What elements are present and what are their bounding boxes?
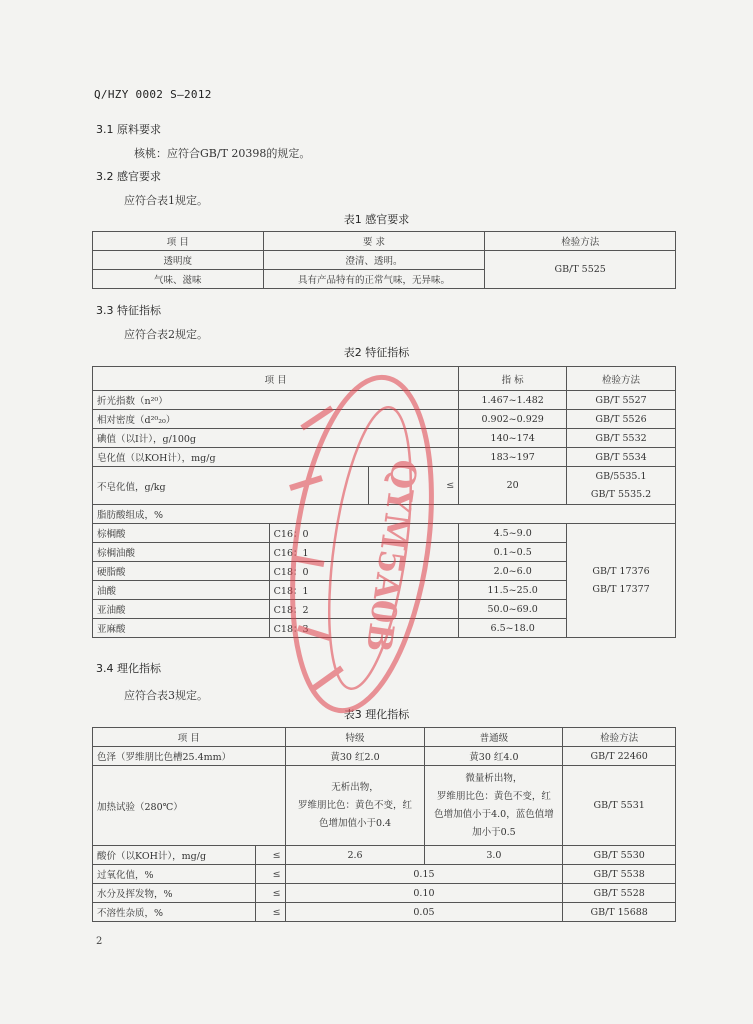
section-3-3-text: 应符合表2规定。 bbox=[124, 328, 208, 341]
table3-value: 0.15 bbox=[285, 865, 563, 884]
fatty-code: C18：3 bbox=[269, 619, 459, 638]
le-symbol: ≤ bbox=[255, 865, 285, 884]
fatty-code: C16：1 bbox=[269, 543, 459, 562]
table3-header-normal: 普通级 bbox=[425, 728, 563, 747]
table1-cell: 澄清、透明。 bbox=[263, 251, 485, 270]
table2 bbox=[92, 366, 676, 638]
section-3-1-text: 核桃：应符合GB/T 20398的规定。 bbox=[134, 147, 311, 160]
table2-method: GB/T 5534 bbox=[567, 448, 676, 467]
fatty-value: 11.5~25.0 bbox=[459, 581, 567, 600]
standard-code: Q/HZY 0002 S—2012 bbox=[94, 88, 212, 101]
heat-line: 加小于0.5 bbox=[472, 826, 516, 838]
heat-line: 色增加值小于0.4 bbox=[318, 817, 392, 829]
fatty-name: 亚麻酸 bbox=[93, 619, 270, 638]
method-line: GB/T 5535.2 bbox=[590, 488, 652, 500]
table3-header-method: 检验方法 bbox=[563, 728, 676, 747]
heat-line: 色增加值小于4.0，蓝色值增 bbox=[434, 808, 554, 820]
table2-fatty-method bbox=[567, 524, 676, 638]
table1-cell: 具有产品特有的正常气味，无异味。 bbox=[263, 270, 485, 289]
table1-header-req: 要 求 bbox=[263, 232, 485, 251]
table2-value-unsap: 20 bbox=[459, 467, 567, 505]
table3-item: 加热试验（280℃） bbox=[93, 766, 286, 846]
fatty-code: C18：1 bbox=[269, 581, 459, 600]
table3-special: 2.6 bbox=[285, 846, 425, 865]
table2-method-unsap bbox=[567, 467, 676, 505]
table3-item: 水分及挥发物，% bbox=[93, 884, 256, 903]
table2-method: GB/T 5527 bbox=[567, 391, 676, 410]
table3-normal-heat bbox=[425, 766, 563, 846]
table3-method: GB/T 5530 bbox=[563, 846, 676, 865]
le-symbol: ≤ bbox=[369, 467, 459, 505]
section-3-2-text: 应符合表1规定。 bbox=[124, 194, 208, 207]
fatty-code: C18：2 bbox=[269, 600, 459, 619]
table2-header-value: 指 标 bbox=[459, 367, 567, 391]
method-line: GB/T 17377 bbox=[592, 583, 650, 595]
heat-line: 罗维朋比色：黄色不变，红 bbox=[436, 790, 551, 802]
table3-method: GB/T 15688 bbox=[563, 903, 676, 922]
table2-item: 折光指数（n²⁰） bbox=[93, 391, 459, 410]
table3-item: 色泽（罗维朋比色槽25.4mm） bbox=[93, 747, 286, 766]
fatty-name: 棕榈油酸 bbox=[93, 543, 270, 562]
table3-special: 黄30 红2.0 bbox=[285, 747, 425, 766]
le-symbol: ≤ bbox=[255, 903, 285, 922]
table3-header-special: 特级 bbox=[285, 728, 425, 747]
table1-cell: 透明度 bbox=[93, 251, 264, 270]
table2-method: GB/T 5532 bbox=[567, 429, 676, 448]
fatty-value: 6.5~18.0 bbox=[459, 619, 567, 638]
heat-line: 微量析出物， bbox=[465, 772, 523, 784]
table1-header-item: 项 目 bbox=[93, 232, 264, 251]
table2-header-item: 项 目 bbox=[93, 367, 459, 391]
table2-value: 0.902~0.929 bbox=[459, 410, 567, 429]
table2-item: 碘值（以I计），g/100g bbox=[93, 429, 459, 448]
table3-normal: 黄30 红4.0 bbox=[425, 747, 563, 766]
fatty-value: 50.0~69.0 bbox=[459, 600, 567, 619]
table3-method: GB/T 5528 bbox=[563, 884, 676, 903]
le-symbol: ≤ bbox=[255, 846, 285, 865]
table1 bbox=[92, 231, 676, 289]
table2-value: 1.467~1.482 bbox=[459, 391, 567, 410]
fatty-code: C18：0 bbox=[269, 562, 459, 581]
table2-caption: 表2 特征指标 bbox=[343, 346, 410, 359]
table2-value: 140~174 bbox=[459, 429, 567, 448]
fatty-name: 棕榈酸 bbox=[93, 524, 270, 543]
table1-caption: 表1 感官要求 bbox=[343, 213, 410, 226]
heat-line: 罗维朋比色：黄色不变，红 bbox=[298, 799, 413, 811]
heat-line: 无析出物， bbox=[331, 781, 379, 793]
table3-header-item: 项 目 bbox=[93, 728, 286, 747]
fatty-name: 亚油酸 bbox=[93, 600, 270, 619]
fatty-name: 硬脂酸 bbox=[93, 562, 270, 581]
table1-cell: 气味、滋味 bbox=[93, 270, 264, 289]
section-3-4-title: 3.4 理化指标 bbox=[96, 662, 161, 675]
table1-header-method: 检验方法 bbox=[485, 232, 676, 251]
method-line: GB/5535.1 bbox=[595, 470, 647, 482]
table3-item: 过氧化值，% bbox=[93, 865, 256, 884]
section-3-2-title: 3.2 感官要求 bbox=[96, 170, 161, 183]
section-3-4-text: 应符合表3规定。 bbox=[124, 689, 208, 702]
table3-normal: 3.0 bbox=[425, 846, 563, 865]
table3-method: GB/T 5531 bbox=[563, 766, 676, 846]
table2-value: 183~197 bbox=[459, 448, 567, 467]
fatty-value: 4.5~9.0 bbox=[459, 524, 567, 543]
section-3-1-title: 3.1 原料要求 bbox=[96, 123, 161, 136]
section-3-3-title: 3.3 特征指标 bbox=[96, 304, 161, 317]
table2-header-method: 检验方法 bbox=[567, 367, 676, 391]
table2-item-unsap: 不皂化值，g/kg bbox=[93, 467, 369, 505]
fatty-value: 0.1~0.5 bbox=[459, 543, 567, 562]
table3-special-heat bbox=[285, 766, 425, 846]
method-line: GB/T 17376 bbox=[592, 565, 650, 577]
table2-fatty-header: 脂肪酸组成，% bbox=[93, 505, 676, 524]
table3-value: 0.05 bbox=[285, 903, 563, 922]
page-number: 2 bbox=[96, 936, 103, 947]
table3-item: 酸价（以KOH计），mg/g bbox=[93, 846, 256, 865]
fatty-name: 油酸 bbox=[93, 581, 270, 600]
table3-value: 0.10 bbox=[285, 884, 563, 903]
table2-method: GB/T 5526 bbox=[567, 410, 676, 429]
table2-item: 皂化值（以KOH计），mg/g bbox=[93, 448, 459, 467]
fatty-code: C16：0 bbox=[269, 524, 459, 543]
le-symbol: ≤ bbox=[255, 884, 285, 903]
table3 bbox=[92, 727, 676, 922]
table3-caption: 表3 理化指标 bbox=[343, 708, 410, 721]
table3-item: 不溶性杂质，% bbox=[93, 903, 256, 922]
table3-method: GB/T 22460 bbox=[563, 747, 676, 766]
fatty-value: 2.0~6.0 bbox=[459, 562, 567, 581]
table1-method: GB/T 5525 bbox=[485, 251, 676, 289]
seal-serial-text: QYM5A0B bbox=[357, 456, 425, 655]
table3-method: GB/T 5538 bbox=[563, 865, 676, 884]
table2-item: 相对密度（d²⁰₂₀） bbox=[93, 410, 459, 429]
